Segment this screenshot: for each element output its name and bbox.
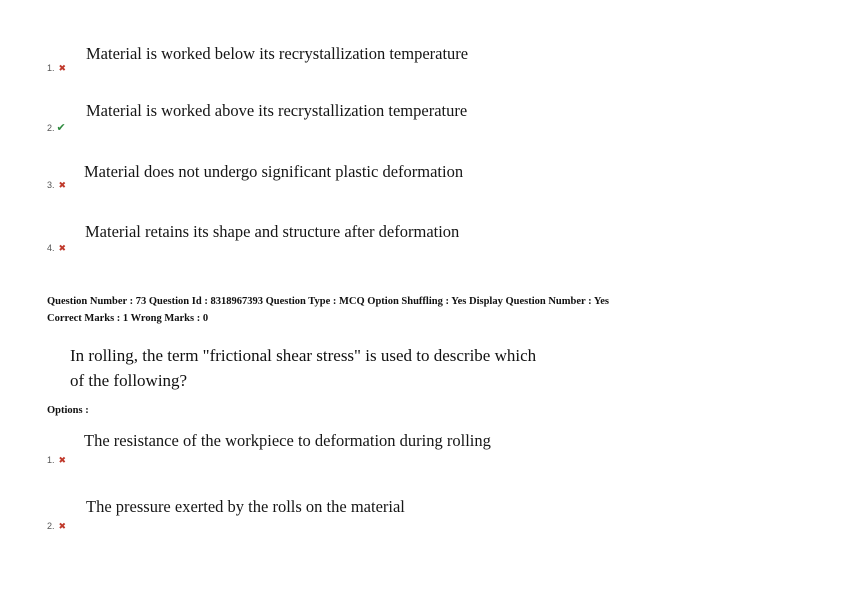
cross-icon: ✖ xyxy=(58,521,67,531)
option-2-text: The pressure exerted by the rolls on the material xyxy=(86,497,405,516)
prev-option-1-number xyxy=(47,63,66,74)
prev-option-4-num: 4. xyxy=(47,243,55,253)
prev-option-4-number xyxy=(47,243,66,254)
cross-icon: ✖ xyxy=(58,63,67,73)
option-2-num: 2. xyxy=(47,521,55,531)
prev-option-3-number xyxy=(47,180,66,191)
cross-icon: ✖ xyxy=(58,243,67,253)
check-icon: ✔ xyxy=(56,122,66,134)
prev-option-1-text: Material is worked below its recrystallization temperature xyxy=(86,44,469,63)
option-1-num: 1. xyxy=(47,455,55,465)
prev-option-2-num: 2. xyxy=(47,123,55,133)
prev-option-4-text: Material retains its shape and structure after deformation xyxy=(85,222,460,241)
cross-icon: ✖ xyxy=(58,455,67,465)
question-meta-line1: Question Number : 73 Question Id : 8318967393 Question Type : MCQ Option Shuffling : Yes Display Question Number : Yes xyxy=(47,296,610,307)
options-label: Options : xyxy=(47,405,89,416)
cross-icon: ✖ xyxy=(58,180,67,190)
question-text-line1: In rolling, the term "frictional shear stress" is used to describe which xyxy=(70,346,537,365)
prev-option-3-num: 3. xyxy=(47,180,55,190)
question-text-line2: of the following? xyxy=(70,371,188,390)
question-text xyxy=(70,343,630,393)
prev-option-1-num: 1. xyxy=(47,63,55,73)
question-meta-line2: Correct Marks : 1 Wrong Marks : 0 xyxy=(47,313,209,324)
prev-option-2-text: Material is worked above its recrystallization temperature xyxy=(86,101,468,120)
option-2-number xyxy=(47,521,66,532)
option-1-number xyxy=(47,455,66,466)
prev-option-2-number xyxy=(47,121,66,134)
prev-option-3-text: Material does not undergo significant plastic deformation xyxy=(84,162,464,181)
option-1-text: The resistance of the workpiece to deformation during rolling xyxy=(84,431,491,450)
